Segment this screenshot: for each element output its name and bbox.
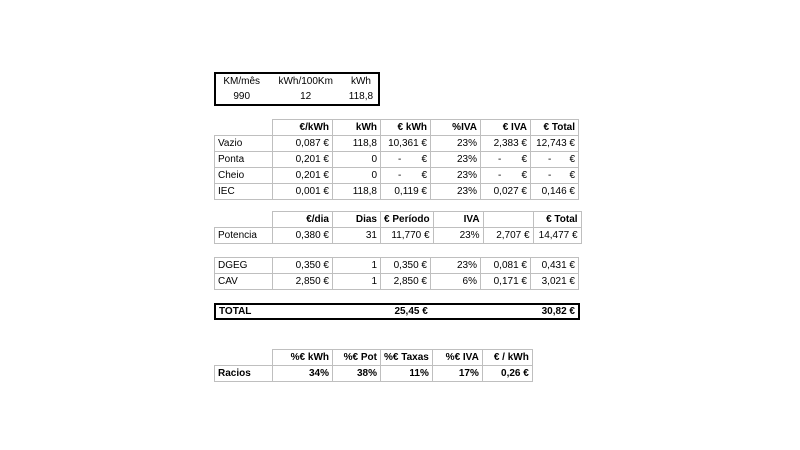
- cell: 14,477 €: [533, 228, 581, 244]
- corner-cell: [215, 120, 273, 136]
- col-header: € Total: [531, 120, 579, 136]
- spacer: [274, 305, 334, 318]
- table-row: [215, 168, 579, 184]
- cell: - €: [381, 152, 431, 168]
- col-header: € IVA: [481, 120, 531, 136]
- col-header: € Total: [533, 212, 581, 228]
- row-label: CAV: [215, 274, 273, 290]
- cell: 0,201 €: [273, 152, 333, 168]
- kwh-per-100km-header: kWh/100Km: [278, 76, 333, 87]
- total-box: [214, 303, 580, 320]
- cell: 12,743 €: [531, 136, 579, 152]
- col-header: €/kWh: [273, 120, 333, 136]
- table-row: [215, 228, 582, 244]
- col-header: %€ kWh: [273, 350, 333, 366]
- cell: 0,081 €: [481, 258, 531, 274]
- table-row: [215, 184, 579, 200]
- cell: 23%: [431, 258, 481, 274]
- cell: - €: [481, 152, 531, 168]
- total-subtotal: 25,45 €: [394, 306, 428, 317]
- cell: 23%: [431, 152, 481, 168]
- cell: 2,850 €: [273, 274, 333, 290]
- cell: 2,383 €: [481, 136, 531, 152]
- col-header: %€ Taxas: [381, 350, 433, 366]
- cell: 11%: [381, 366, 433, 382]
- km-value: 990: [233, 91, 251, 102]
- kwh-value: 118,8: [348, 91, 374, 102]
- cell: 31: [333, 228, 381, 244]
- cell: 1: [333, 258, 381, 274]
- col-header: kWh: [333, 120, 381, 136]
- col-header: %€ Pot: [333, 350, 381, 366]
- cell: 1: [333, 274, 381, 290]
- cell: 0,171 €: [481, 274, 531, 290]
- cell: 3,021 €: [531, 274, 579, 290]
- cell: 0,027 €: [481, 184, 531, 200]
- row-label: Racios: [215, 366, 273, 382]
- table-row: [215, 258, 579, 274]
- cell: 23%: [433, 228, 483, 244]
- col-header: €/dia: [273, 212, 333, 228]
- cell: 11,770 €: [381, 228, 434, 244]
- km-header: KM/mês: [223, 76, 261, 87]
- taxes-table: [214, 257, 579, 290]
- cell: 0,380 €: [273, 228, 333, 244]
- kwh-per-100km-value: 12: [300, 91, 312, 102]
- col-header: € / kWh: [482, 350, 532, 366]
- kwh-header: kWh: [350, 76, 371, 87]
- col-header: %IVA: [431, 120, 481, 136]
- spacer: [333, 305, 381, 318]
- col-header: [483, 212, 533, 228]
- table-row: [215, 274, 579, 290]
- cell: 0,119 €: [381, 184, 431, 200]
- row-label: IEC: [215, 184, 273, 200]
- total-label: TOTAL: [219, 306, 252, 317]
- cell: 38%: [333, 366, 381, 382]
- table-row: [215, 366, 533, 382]
- cell: 0,087 €: [273, 136, 333, 152]
- cell: 0: [333, 168, 381, 184]
- corner-cell: [215, 350, 273, 366]
- ratios-table: [214, 349, 533, 382]
- cell: 0,26 €: [482, 366, 532, 382]
- table-row: [215, 136, 579, 152]
- cell: 2,850 €: [381, 274, 431, 290]
- col-header: € Período: [381, 212, 434, 228]
- cell: - €: [531, 152, 579, 168]
- cell: 17%: [432, 366, 482, 382]
- spacer: [431, 305, 481, 318]
- row-label: Potencia: [215, 228, 273, 244]
- col-header: Dias: [333, 212, 381, 228]
- cell: 23%: [431, 136, 481, 152]
- cell: - €: [381, 168, 431, 184]
- row-label: Cheio: [215, 168, 273, 184]
- cell: 0,431 €: [531, 258, 579, 274]
- cell: 118,8: [333, 184, 381, 200]
- cell: 23%: [431, 168, 481, 184]
- energy-table: [214, 119, 579, 200]
- row-label: DGEG: [215, 258, 273, 274]
- total-grand-total: 30,82 €: [541, 306, 575, 317]
- cell: - €: [481, 168, 531, 184]
- cell: 0,201 €: [273, 168, 333, 184]
- cell: 0,350 €: [273, 258, 333, 274]
- col-header: € kWh: [381, 120, 431, 136]
- cell: 0,350 €: [381, 258, 431, 274]
- cell: 0,146 €: [531, 184, 579, 200]
- cell: 2,707 €: [483, 228, 533, 244]
- corner-cell: [215, 212, 273, 228]
- cell: 118,8: [333, 136, 381, 152]
- col-header: IVA: [433, 212, 483, 228]
- cell: 0,001 €: [273, 184, 333, 200]
- cell: 34%: [273, 366, 333, 382]
- table-row: [215, 152, 579, 168]
- power-table: [214, 211, 582, 244]
- km-summary-box: [214, 72, 380, 106]
- cell: 0: [333, 152, 381, 168]
- col-header: %€ IVA: [432, 350, 482, 366]
- cell: 23%: [431, 184, 481, 200]
- row-label: Ponta: [215, 152, 273, 168]
- spacer: [480, 305, 530, 318]
- cell: - €: [531, 168, 579, 184]
- row-label: Vazio: [215, 136, 273, 152]
- cell: 10,361 €: [381, 136, 431, 152]
- cell: 6%: [431, 274, 481, 290]
